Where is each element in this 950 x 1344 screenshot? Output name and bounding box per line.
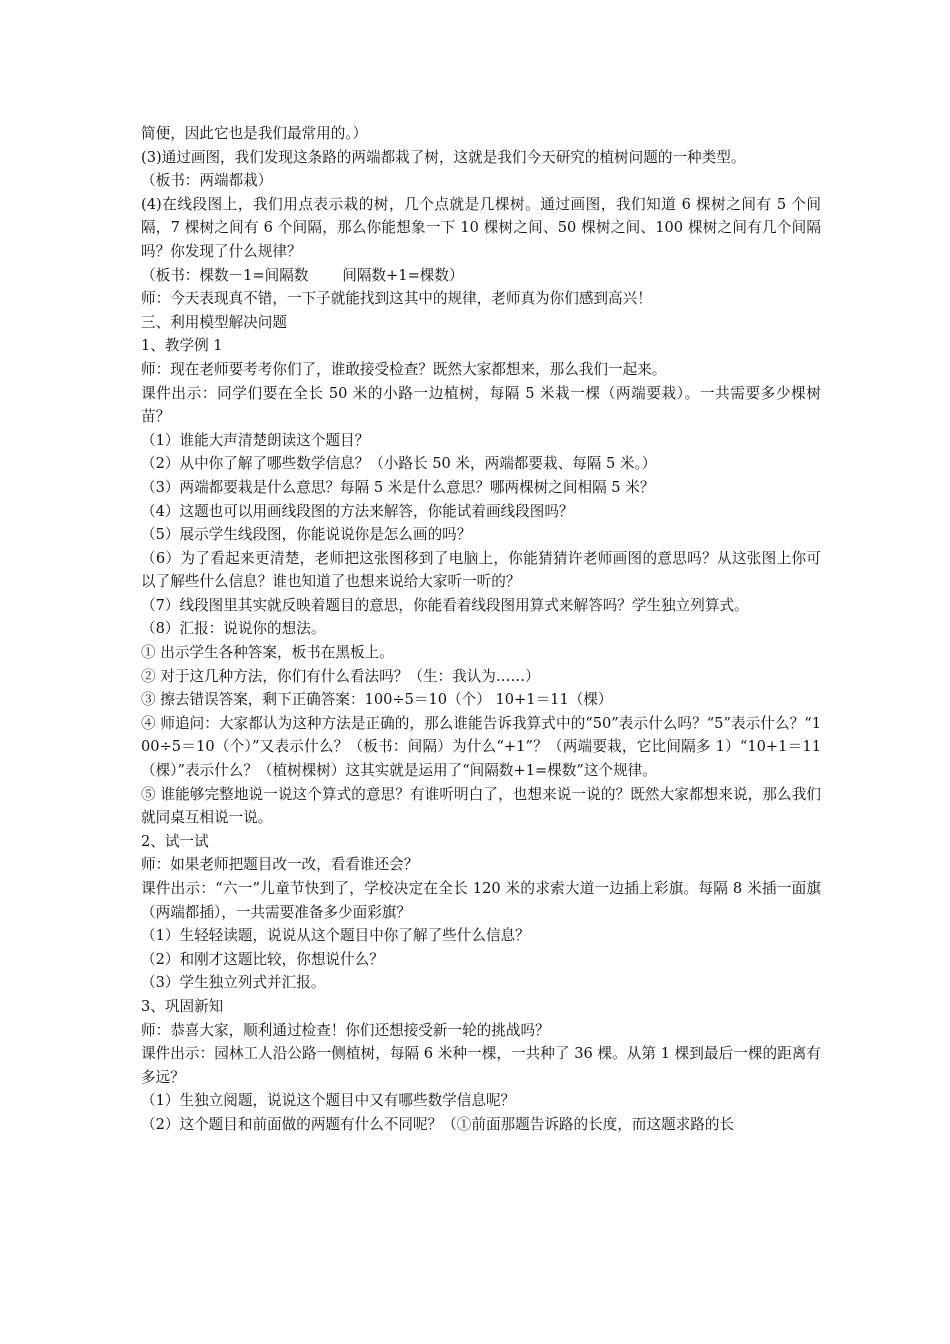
paragraph: 师：今天表现真不错，一下子就能找到这其中的规律，老师真为你们感到高兴！: [141, 290, 652, 308]
paragraph: （1）谁能大声清楚朗读这个题目？: [141, 431, 370, 449]
paragraph: ① 出示学生各种答案，板书在黑板上。: [141, 644, 394, 662]
paragraph: （4）这题也可以用画线段图的方法来解答，你能试着画线段图吗？: [141, 502, 574, 520]
subsection-heading: 2、试一试: [141, 832, 209, 850]
paragraph: 课件出示：同学们要在全长 50 米的小路一边植树，每隔 5 米栽一棵（两端要栽）。一共需要多少棵树苗？: [141, 384, 821, 426]
paragraph: （5）展示学生线段图，你能说说你是怎么画的吗？: [141, 526, 472, 544]
paragraph: ⑤ 谁能够完整地说一说这个算式的意思？有谁听明白了，也想来说一说的？既然大家都想来说，那么我们就同桌互相说一说。: [141, 785, 821, 827]
paragraph: 课件出示：“六一”儿童节快到了，学校决定在全长 120 米的求索大道一边插上彩旗。每隔 8 米插一面旗（两端都插），一共需要准备多少面彩旗？: [141, 880, 821, 921]
subsection-heading: 1、教学例 1: [141, 337, 223, 355]
paragraph: (4)在线段图上，我们用点表示栽的树，几个点就是几棵树。通过画图，我们知道 6 棵树之间有 5 个间隔，7 棵树之间有 6 个间隔，那么你能想象一下 10 棵树之间、50 棵树之间、100 棵树之间有几个间隔吗？你发现了什么规律？: [141, 195, 821, 260]
paragraph: 师：如果老师把题目改一改，看看谁还会？: [141, 856, 419, 874]
paragraph: 师：恭喜大家，顺利通过检查！你们还想接受新一轮的挑战吗？: [141, 1021, 550, 1039]
section-heading: 三、利用模型解决问题: [141, 313, 287, 331]
document-body: [141, 122, 821, 1137]
paragraph: ④ 师追问：大家都认为这种方法是正确的，那么谁能告诉我算式中的“50”表示什么吗？“5”表示什么？“100÷5＝10（个）”又表示什么？（板书：间隔）为什么“+1”？（两端要栽，它比间隔多 1）“10+1＝11（棵）”表示什么？（植树棵树）这其实就是运用了“间隔数+1=棵数”这个规律。: [141, 714, 821, 780]
paragraph: （2）从中你了解了哪些数学信息？（小路长 50 米，两端都要栽、每隔 5 米。）: [141, 455, 657, 473]
paragraph: 简便，因此它也是我们最常用的。）: [141, 125, 368, 142]
paragraph: （3）两端都要栽是什么意思？每隔 5 米是什么意思？哪两棵树之间相隔 5 米？: [141, 478, 655, 496]
paragraph: ② 对于这几种方法，你们有什么看法吗？（生：我认为……）: [141, 667, 540, 685]
paragraph: （板书：两端都栽）: [141, 172, 273, 190]
paragraph: 课件出示：园林工人沿公路一侧植树，每隔 6 米种一棵，一共种了 36 棵。从第 1 棵到最后一棵的距离有多远？: [141, 1045, 821, 1086]
subsection-heading: 3、巩固新知: [141, 997, 224, 1015]
paragraph: 师：现在老师要考考你们了，谁敢接受检查？既然大家都想来，那么我们一起来。: [141, 360, 667, 378]
paragraph: （7）线段图里其实就反映着题目的意思，你能看着线段图用算式来解答吗？学生独立列算式。: [141, 596, 749, 614]
paragraph: （3）学生独立列式并汇报。: [141, 974, 326, 992]
paragraph: （1）生独立阅题，说说这个题目中又有哪些数学信息呢？: [141, 1092, 516, 1110]
paragraph: （1）生轻轻读题，说说从这个题目中你了解了些什么信息？: [141, 927, 530, 945]
paragraph: ③ 擦去错误答案，剩下正确答案：100÷5＝10（个） 10+1＝11（棵）: [141, 691, 613, 709]
paragraph: (3)通过画图，我们发现这条路的两端都栽了树，这就是我们今天研究的植树问题的一种类型。: [141, 148, 746, 166]
paragraph: （8）汇报：说说你的想法。: [141, 620, 326, 638]
paragraph: （6）为了看起来更清楚，老师把这张图移到了电脑上，你能猜猜许老师画图的意思吗？从这张图上你可以了解些什么信息？谁也知道了也想来说给大家听一听的？: [141, 549, 821, 591]
paragraph: （板书：棵数－1=间隔数 间隔数+1=棵数）: [141, 266, 464, 284]
paragraph: （2）和刚才这题比较，你想说什么？: [141, 950, 384, 968]
paragraph: （2）这个题目和前面做的两题有什么不同呢？（①前面那题告诉路的长度，而这题求路的长: [141, 1115, 735, 1133]
